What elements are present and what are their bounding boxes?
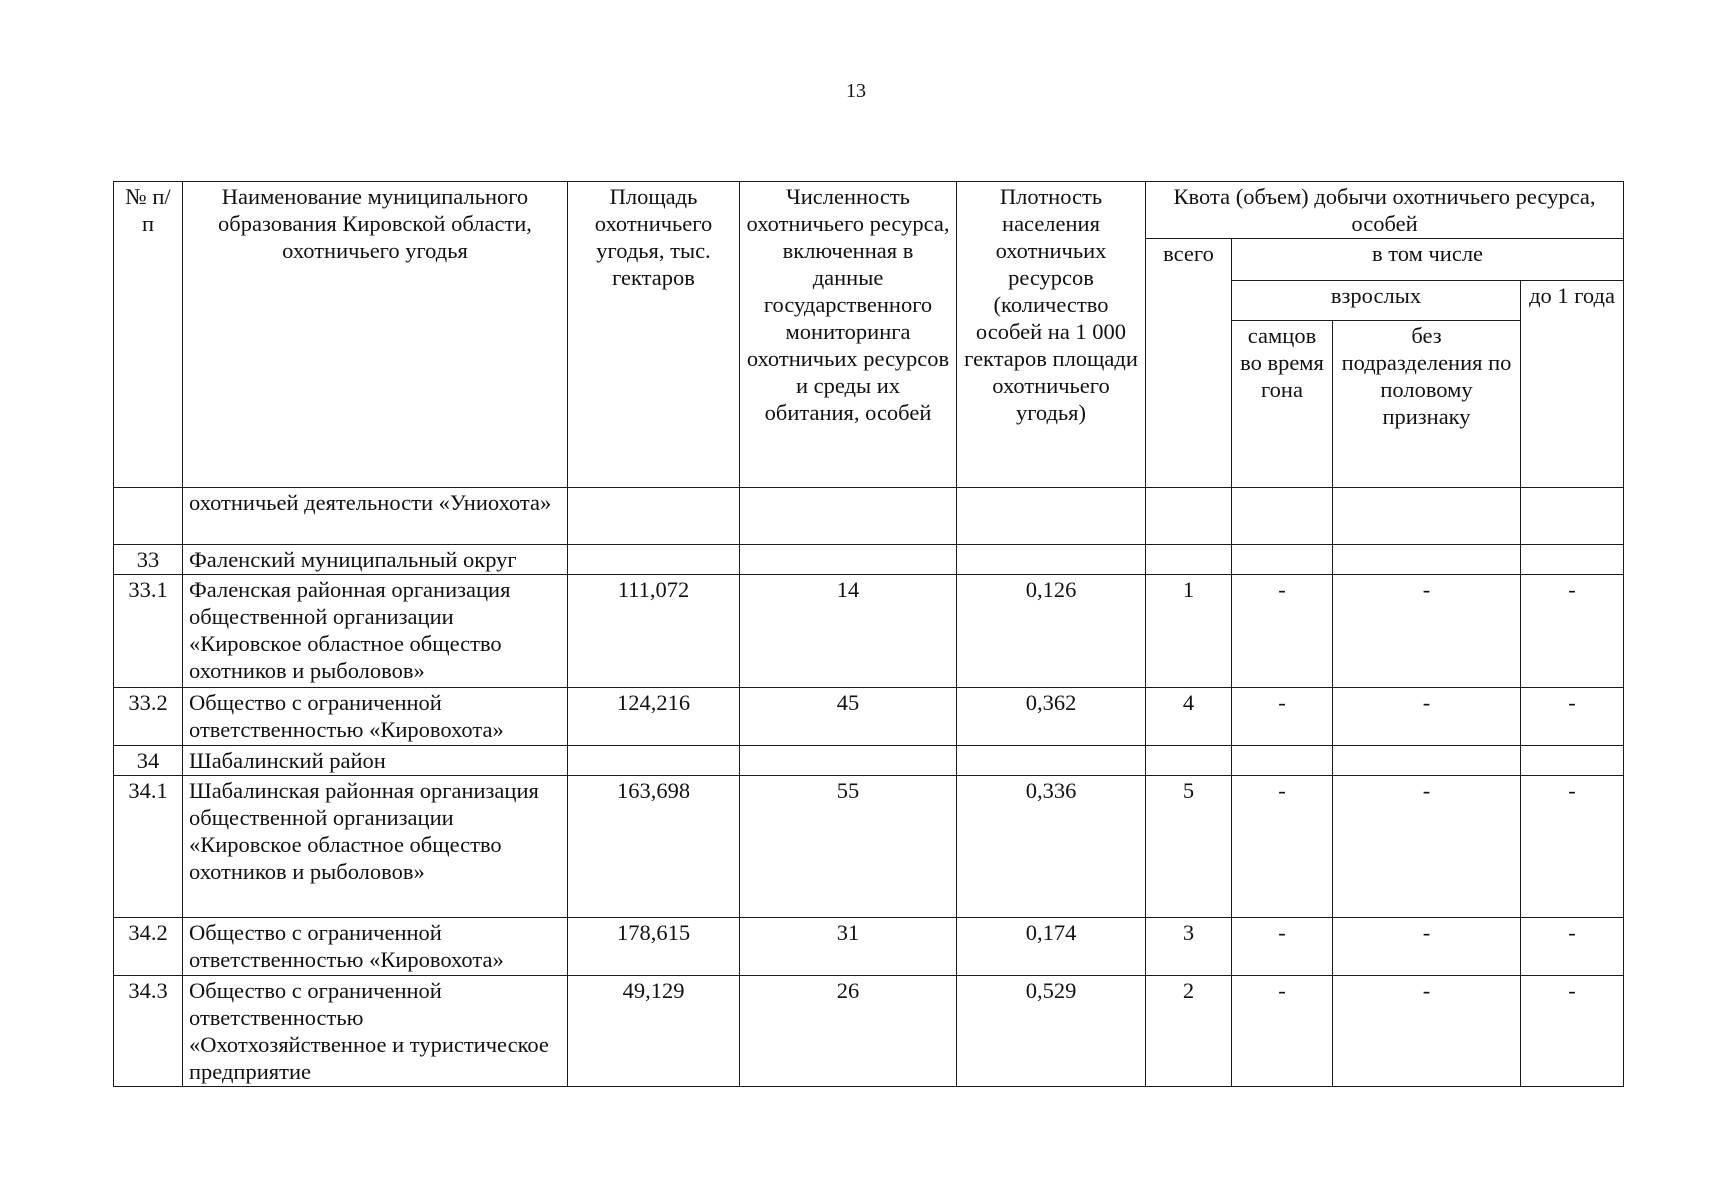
row-name: Общество с ограниченной ответственностью «Кировохота» bbox=[183, 688, 568, 746]
row-density: 0,529 bbox=[957, 976, 1146, 1087]
row-nosex: - bbox=[1333, 688, 1521, 746]
header-no-sex-division: без подразделения по половому признаку bbox=[1333, 321, 1521, 488]
row-population bbox=[740, 746, 957, 776]
row-density bbox=[957, 746, 1146, 776]
page-number: 13 bbox=[846, 80, 866, 102]
row-population: 31 bbox=[740, 918, 957, 976]
table-row bbox=[114, 918, 1624, 976]
row-total bbox=[1146, 488, 1232, 545]
table-row bbox=[114, 688, 1624, 746]
row-males: - bbox=[1232, 575, 1333, 688]
row-population: 55 bbox=[740, 776, 957, 918]
row-name: охотничьей деятельности «Униохота» bbox=[183, 488, 568, 545]
row-nosex: - bbox=[1333, 976, 1521, 1087]
row-name: Фаленская районная организация общественной организации «Кировское областное общество охотников и рыболовов» bbox=[183, 575, 568, 688]
header-under-one: до 1 года bbox=[1521, 281, 1624, 488]
row-name: Шабалинский район bbox=[183, 746, 568, 776]
row-area bbox=[568, 488, 740, 545]
row-young: - bbox=[1521, 575, 1624, 688]
row-population bbox=[740, 488, 957, 545]
header-males-rut: самцов во время гона bbox=[1232, 321, 1333, 488]
row-nosex: - bbox=[1333, 918, 1521, 976]
row-num: 34.2 bbox=[114, 918, 183, 976]
table-row bbox=[114, 575, 1624, 688]
row-young bbox=[1521, 545, 1624, 575]
row-young bbox=[1521, 746, 1624, 776]
row-population: 45 bbox=[740, 688, 957, 746]
row-total bbox=[1146, 746, 1232, 776]
header-total: всего bbox=[1146, 239, 1232, 488]
row-males bbox=[1232, 488, 1333, 545]
row-males: - bbox=[1232, 688, 1333, 746]
row-nosex: - bbox=[1333, 776, 1521, 918]
row-males: - bbox=[1232, 776, 1333, 918]
row-males bbox=[1232, 746, 1333, 776]
table-header bbox=[114, 182, 1624, 488]
row-num bbox=[114, 488, 183, 545]
row-population: 14 bbox=[740, 575, 957, 688]
row-num: 34.1 bbox=[114, 776, 183, 918]
row-young bbox=[1521, 488, 1624, 545]
row-name: Фаленский муниципальный округ bbox=[183, 545, 568, 575]
quota-table bbox=[113, 181, 1624, 1087]
row-nosex bbox=[1333, 488, 1521, 545]
table-row bbox=[114, 746, 1624, 776]
row-name: Шабалинская районная организация общественной организации «Кировское областное общество охотников и рыболовов» bbox=[183, 776, 568, 918]
row-num: 34.3 bbox=[114, 976, 183, 1087]
row-area: 111,072 bbox=[568, 575, 740, 688]
row-nosex bbox=[1333, 746, 1521, 776]
row-area: 49,129 bbox=[568, 976, 740, 1087]
row-density: 0,336 bbox=[957, 776, 1146, 918]
table-row bbox=[114, 545, 1624, 575]
row-num: 34 bbox=[114, 746, 183, 776]
row-young: - bbox=[1521, 776, 1624, 918]
header-name: Наименование муниципального образования Кировской области, охотничьего угодья bbox=[183, 182, 568, 488]
header-quota: Квота (объем) добычи охотничьего ресурса, особей bbox=[1146, 182, 1624, 239]
header-including: в том числе bbox=[1232, 239, 1624, 281]
row-young: - bbox=[1521, 918, 1624, 976]
row-density bbox=[957, 545, 1146, 575]
row-total: 4 bbox=[1146, 688, 1232, 746]
row-population: 26 bbox=[740, 976, 957, 1087]
row-area: 178,615 bbox=[568, 918, 740, 976]
row-nosex: - bbox=[1333, 575, 1521, 688]
table-row bbox=[114, 488, 1624, 545]
row-males: - bbox=[1232, 976, 1333, 1087]
row-density: 0,174 bbox=[957, 918, 1146, 976]
row-total: 1 bbox=[1146, 575, 1232, 688]
header-num: № п/п bbox=[114, 182, 183, 488]
row-young: - bbox=[1521, 976, 1624, 1087]
header-area: Площадь охотничьего угодья, тыс. гектаров bbox=[568, 182, 740, 488]
row-males: - bbox=[1232, 918, 1333, 976]
row-population bbox=[740, 545, 957, 575]
row-area: 124,216 bbox=[568, 688, 740, 746]
row-area bbox=[568, 746, 740, 776]
row-males bbox=[1232, 545, 1333, 575]
table-row bbox=[114, 976, 1624, 1087]
row-area bbox=[568, 545, 740, 575]
row-density bbox=[957, 488, 1146, 545]
table-row bbox=[114, 776, 1624, 918]
row-total: 5 bbox=[1146, 776, 1232, 918]
row-total: 3 bbox=[1146, 918, 1232, 976]
header-density: Плотность населения охотничьих ресурсов (количество особей на 1 000 гектаров площади охотничьего угодья) bbox=[957, 182, 1146, 488]
row-nosex bbox=[1333, 545, 1521, 575]
row-total: 2 bbox=[1146, 976, 1232, 1087]
row-density: 0,126 bbox=[957, 575, 1146, 688]
row-name: Общество с ограниченной ответственностью «Кировохота» bbox=[183, 918, 568, 976]
row-young: - bbox=[1521, 688, 1624, 746]
header-population: Численность охотничьего ресурса, включенная в данные государственного мониторинга охотничьих ресурсов и среды их обитания, особей bbox=[740, 182, 957, 488]
row-num: 33 bbox=[114, 545, 183, 575]
row-area: 163,698 bbox=[568, 776, 740, 918]
row-name: Общество с ограниченной ответственностью «Охотхозяйственное и туристическое предприятие bbox=[183, 976, 568, 1087]
header-adults: взрослых bbox=[1232, 281, 1521, 321]
row-total bbox=[1146, 545, 1232, 575]
row-num: 33.1 bbox=[114, 575, 183, 688]
table-body bbox=[114, 488, 1624, 1087]
row-density: 0,362 bbox=[957, 688, 1146, 746]
row-num: 33.2 bbox=[114, 688, 183, 746]
